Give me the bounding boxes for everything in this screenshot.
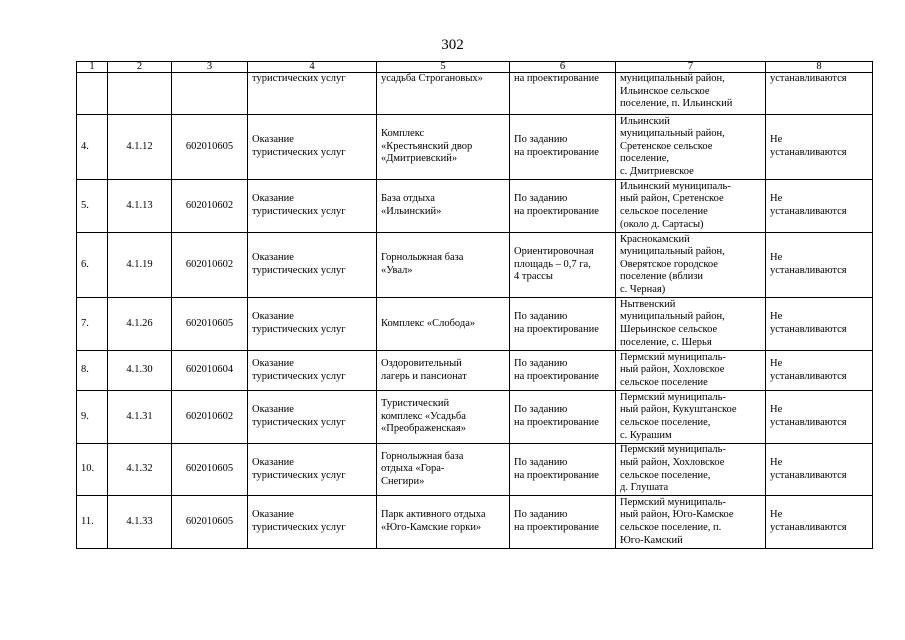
- header-row: [77, 62, 873, 73]
- classifier-code: 602010605: [172, 115, 248, 180]
- classifier-code: 602010605: [172, 444, 248, 496]
- zone-status: Не устанавливаются: [766, 444, 873, 496]
- object-location: Пермский муниципаль- ный район, Юго-Камское сельское поселение, п. Юго-Камский: [616, 496, 766, 549]
- column-header: 6: [510, 62, 616, 73]
- object-parameters: По заданию на проектирование: [510, 180, 616, 233]
- zone-status: Не устанавливаются: [766, 233, 873, 298]
- service-type: Оказание туристических услуг: [248, 298, 377, 351]
- zone-status: устанавливаются: [766, 73, 873, 115]
- object-location: Краснокамский муниципальный район, Оверятское городское поселение (вблизи с. Черная): [616, 233, 766, 298]
- object-parameters: По заданию на проектирование: [510, 391, 616, 444]
- table-row: [77, 298, 873, 351]
- column-header: 4: [248, 62, 377, 73]
- table-row: [77, 233, 873, 298]
- object-parameters: По заданию на проектирование: [510, 115, 616, 180]
- object-code: 4.1.31: [108, 391, 172, 444]
- page-number: 302: [441, 37, 464, 53]
- column-header: 1: [77, 62, 108, 73]
- table-row: [77, 115, 873, 180]
- object-location: Нытвенский муниципальный район, Шерьинское сельское поселение, с. Шерья: [616, 298, 766, 351]
- object-parameters: на проектирование: [510, 73, 616, 115]
- table-row: [77, 496, 873, 549]
- classifier-code: 602010605: [172, 298, 248, 351]
- zone-status: Не устанавливаются: [766, 351, 873, 391]
- object-name: Парк активного отдыха «Юго-Камские горки»: [377, 496, 510, 549]
- service-type: Оказание туристических услуг: [248, 351, 377, 391]
- classifier-code: 602010604: [172, 351, 248, 391]
- row-number: 11.: [77, 496, 108, 549]
- classifier-code: 602010602: [172, 180, 248, 233]
- object-parameters: По заданию на проектирование: [510, 496, 616, 549]
- service-type: туристических услуг: [248, 73, 377, 115]
- table-row: [77, 391, 873, 444]
- classifier-code: 602010605: [172, 496, 248, 549]
- zone-status: Не устанавливаются: [766, 180, 873, 233]
- zone-status: Не устанавливаются: [766, 496, 873, 549]
- objects-table: [76, 61, 873, 549]
- object-parameters: По заданию на проектирование: [510, 444, 616, 496]
- object-parameters: Ориентировочная площадь – 0,7 га, 4 трассы: [510, 233, 616, 298]
- object-location: Пермский муниципаль- ный район, Хохловское сельское поселение, д. Глушата: [616, 444, 766, 496]
- classifier-code: [172, 73, 248, 115]
- object-name: Туристический комплекс «Усадьба «Преображенская»: [377, 391, 510, 444]
- object-code: 4.1.32: [108, 444, 172, 496]
- object-name: Оздоровительный лагерь и пансионат: [377, 351, 510, 391]
- row-number: 4.: [77, 115, 108, 180]
- column-header: 7: [616, 62, 766, 73]
- table-row: [77, 180, 873, 233]
- column-header: 5: [377, 62, 510, 73]
- column-header: 3: [172, 62, 248, 73]
- row-number: 8.: [77, 351, 108, 391]
- row-number: 9.: [77, 391, 108, 444]
- zone-status: Не устанавливаются: [766, 115, 873, 180]
- service-type: Оказание туристических услуг: [248, 391, 377, 444]
- object-name: База отдыха «Ильинский»: [377, 180, 510, 233]
- service-type: Оказание туристических услуг: [248, 496, 377, 549]
- object-location: Пермский муниципаль- ный район, Кукуштанское сельское поселение, с. Курашим: [616, 391, 766, 444]
- object-name: Горнолыжная база отдыха «Гора- Снегири»: [377, 444, 510, 496]
- row-number: 10.: [77, 444, 108, 496]
- service-type: Оказание туристических услуг: [248, 180, 377, 233]
- object-name: Горнолыжная база «Увал»: [377, 233, 510, 298]
- service-type: Оказание туристических услуг: [248, 444, 377, 496]
- object-code: [108, 73, 172, 115]
- zone-status: Не устанавливаются: [766, 298, 873, 351]
- object-code: 4.1.12: [108, 115, 172, 180]
- classifier-code: 602010602: [172, 391, 248, 444]
- object-location: Ильинский муниципаль- ный район, Сретенское сельское поселение (около д. Сартасы): [616, 180, 766, 233]
- object-parameters: По заданию на проектирование: [510, 351, 616, 391]
- object-name: Комплекс «Крестьянский двор «Дмитриевский»: [377, 115, 510, 180]
- table-row: [77, 73, 873, 115]
- object-name: Комплекс «Слобода»: [377, 298, 510, 351]
- object-name: усадьба Строгановых»: [377, 73, 510, 115]
- service-type: Оказание туристических услуг: [248, 233, 377, 298]
- row-number: 6.: [77, 233, 108, 298]
- service-type: Оказание туристических услуг: [248, 115, 377, 180]
- table-row: [77, 444, 873, 496]
- object-code: 4.1.30: [108, 351, 172, 391]
- table-row: [77, 351, 873, 391]
- row-number: 5.: [77, 180, 108, 233]
- zone-status: Не устанавливаются: [766, 391, 873, 444]
- column-header: 2: [108, 62, 172, 73]
- object-code: 4.1.33: [108, 496, 172, 549]
- object-code: 4.1.26: [108, 298, 172, 351]
- row-number: [77, 73, 108, 115]
- object-location: Пермский муниципаль- ный район, Хохловское сельское поселение: [616, 351, 766, 391]
- column-header: 8: [766, 62, 873, 73]
- row-number: 7.: [77, 298, 108, 351]
- object-code: 4.1.13: [108, 180, 172, 233]
- classifier-code: 602010602: [172, 233, 248, 298]
- object-parameters: По заданию на проектирование: [510, 298, 616, 351]
- object-code: 4.1.19: [108, 233, 172, 298]
- object-location: муниципальный район, Ильинское сельское поселение, п. Ильинский: [616, 73, 766, 115]
- object-location: Ильинский муниципальный район, Сретенское сельское поселение, с. Дмитриевское: [616, 115, 766, 180]
